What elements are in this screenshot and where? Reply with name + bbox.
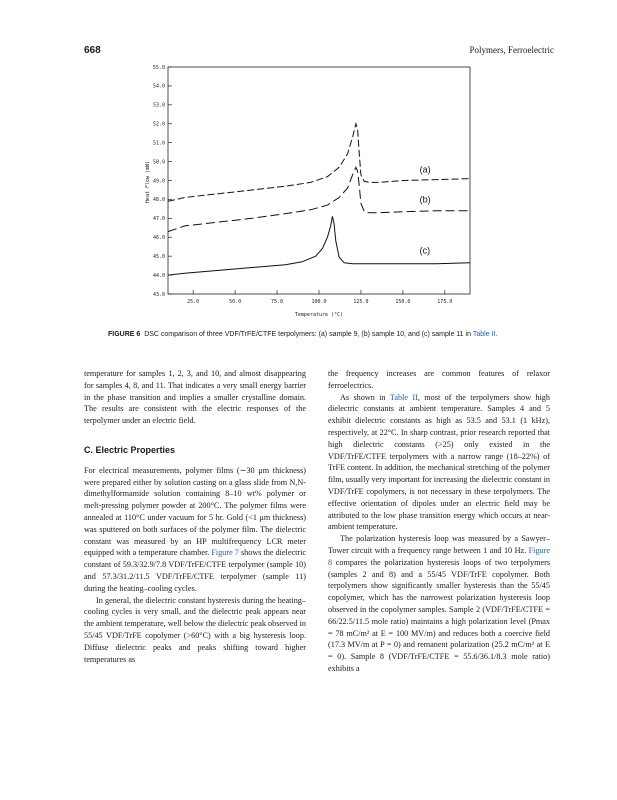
y-tick-label: 44.0: [152, 272, 165, 279]
y-tick-label: 50.0: [152, 159, 165, 166]
y-tick-label: 55.0: [152, 64, 165, 71]
x-tick-label: 125.0: [353, 299, 369, 305]
series-label-1: (a): [419, 164, 431, 175]
plot-frame: [168, 67, 470, 294]
dsc-chart: [140, 62, 480, 320]
table-ii-link[interactable]: Table II: [389, 392, 418, 402]
caption-in: in: [465, 331, 471, 338]
left-p2-text-b: shows the dielectric constant of 59.3/32.9/7.8 VDF/TrFE/CTFE terpolymer (sample 10) and 57.3/31.2/11.5 VDF/TrFE/CTFE terpolymer (sample 11) during the heating–cooling cycles.: [84, 548, 307, 593]
x-tick-label: 100.0: [311, 299, 327, 305]
y-tick-label: 49.0: [152, 178, 165, 185]
y-tick-label: 53.0: [152, 102, 165, 109]
caption-text: DSC comparison of three VDF/TrFE/CTFE terpolymers: (a) sample 9, (b) sample 10, and (c) sample 11: [144, 331, 464, 338]
y-tick-label: 51.0: [152, 140, 165, 147]
y-tick-label: 43.0: [152, 291, 165, 298]
caption-end: .: [495, 331, 498, 338]
right-paragraph-1: the frequency increases are common features of relaxor ferroelectrics.: [328, 369, 550, 390]
right-p3-text-a: The polarization hysteresis loop was measured by a Sawyer–Tower circuit with a frequency range between 1 and 10 Hz.: [328, 534, 550, 555]
x-tick-label: 75.0: [271, 299, 284, 305]
left-paragraph-3: In general, the dielectric constant hysteresis during the heating–cooling cycles is very small, and the dielectric peak appears near the ambient temperature, well below the dielectric peak observed in 55/45 VDF/TrFE copolymer (>60°C) with a big hysteresis loop. Diffuse dielectric peaks and peaks shifting toward higher temperatures as: [84, 595, 306, 664]
x-tick-label: 150.0: [395, 299, 411, 305]
left-paragraph-2: [84, 465, 306, 595]
left-paragraph-1: temperature for samples 1, 2, 3, and 10, and almost disappearing for samples 4, 8, and 11. That indicates a very small energy barrier in the phase transition and implies a smaller crystalline domain. The results are consistent with the electric responses of the terpolymer under an electric field.: [84, 369, 306, 426]
left-p2-text-a: For electrical measurements, polymer films (∼30 μm thickness) were prepared either by solution casting on a glass slide from N,N-dimethylformamide solution containing 8–10 wt% polymer or melt-pressing polymer powder at 200°C. The polymer films were annealed at 110°C under vacuum for 5 hr. Gold (<1 μm thickness) was sputtered on both surfaces of the polymer film. The dielectric constant was measured by an HP multifrequency LCR meter equipped with a temperature chamber.: [84, 465, 306, 558]
series-lines: [168, 124, 470, 275]
left-column: [84, 368, 306, 665]
x-axis-label: Temperature (°C): [294, 312, 344, 318]
figure-8-link[interactable]: Figure 8: [328, 545, 550, 567]
right-p2-text-a: As shown in: [340, 392, 386, 402]
right-paragraph-2: [328, 392, 550, 534]
right-p2-text-b: , most of the terpolymers show high dielectric constants at ambient temperature. Samples 4 and 5 exhibit dielectric constants as high as 53.5 and 53.1 (1 kHz), respectively, at 22°C. In sharp contrast, prior research reported that high dielectric constants (>25) only existed in the VDF/TrFE/CTFE terpolymers with a narrow range (18–22%) of TrFE content. In addition, the mechanical stretching of the polymer film, usually very important for increasing the dielectric constant in VDF/TrFE copolymers, is not necessary in these terpolymers. The effective orientation of dipoles under an electric field may be attributed to the low phase transition energy which occurs at near-ambient temperature.: [328, 392, 550, 532]
caption-label: FIGURE 6: [108, 331, 141, 338]
y-axis-label: Heat Flow (mW): [145, 160, 151, 204]
running-header: Polymers, Ferroelectric: [469, 45, 554, 55]
x-tick-label: 50.0: [229, 299, 242, 305]
series-label-2: (b): [419, 194, 431, 205]
x-ticks: [187, 290, 452, 305]
page-number: 668: [84, 45, 101, 56]
y-ticks: [153, 65, 172, 298]
caption-table-link[interactable]: Table II: [472, 331, 496, 338]
x-tick-label: 25.0: [187, 299, 200, 305]
figure-7-link[interactable]: Figure 7: [211, 548, 239, 558]
y-tick-label: 48.0: [152, 197, 165, 204]
series-line-1: [168, 124, 470, 202]
y-tick-label: 47.0: [152, 216, 165, 223]
y-tick-label: 46.0: [152, 235, 165, 242]
figure-caption: [108, 330, 538, 340]
right-column: [328, 368, 550, 675]
right-p3-text-b: compares the polarization hysteresis loops of two terpolymers (samples 2 and 8) and a 55/45 VDF/TrFE copolymer. Both terpolymers show significantly smaller hysteresis than the 55/45 copolymer, which has the narrowest polarization hysteresis loop observed in the copolymer samples. Sample 2 (VDF/TrFE/CTFE = 66/22.5/11.5 mole ratio) maintains a high polarization level (Pmax = 78 mC/m² at E = 100 MV/m) and reduces both a coercive field (17.3 MV/m at P = 0) and remanent polarization (25.2 mC/m² at E = 0). Sample 8 (VDF/TrFE/CTFE = 55.6/36.1/8.3 mole ratio) exhibits a: [328, 557, 551, 673]
section-heading: C. Electric Properties: [84, 444, 176, 455]
y-tick-label: 54.0: [152, 83, 165, 90]
right-paragraph-3: [328, 533, 550, 675]
x-tick-label: 175.0: [437, 299, 453, 305]
y-tick-label: 52.0: [152, 121, 165, 128]
y-tick-label: 45.0: [152, 253, 165, 260]
series-label-3: (c): [419, 245, 431, 256]
